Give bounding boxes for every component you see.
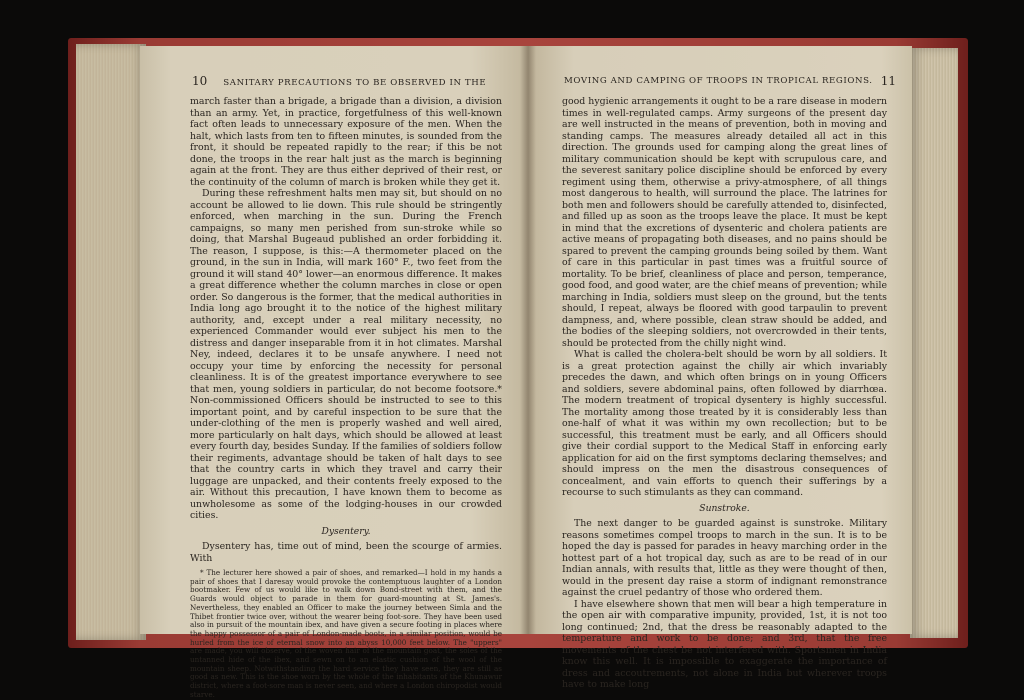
right-running-title: MOVING AND CAMPING OF TROOPS IN TROPICAL REGIONS. xyxy=(564,76,873,86)
left-page xyxy=(140,46,528,699)
footnote-text: * The lecturer here showed a pair of shoes, and remarked—I hold in my hands a pair of shoes that I daresay would provoke the contemptuous laughter of a London bootmaker. Few of us would like to walk down Bond-street with them, and the Guards would object to parade in them for guard-mounting at St. James's. Nevertheless, they enabled an Officer to make the journey between Simla and the Thibet frontier twice over, without the wearer being foot-sore. They have been used also in pursuit of the mountain ibex, and have given a secure footing in places where the happy possessor of a pair of London-made boots, in a similar position, would be hurled from the ice of eternal snow into an abyss 10,000 feet below. The "uppers" are made, you will observe, of the woven hair of the mountain goat, the soles of the untanned hide of the ibex, and sewn on to an elastic cushion of the wool of the mountain sheep. Notwithstanding the hard service they have seen, they are still as good as new. This is the shoe worn by the whole of the inhabitants of the Khunawur district, where a foot-sore man is never seen, and where a London chiropodist would starve. xyxy=(190,568,502,699)
right-page xyxy=(528,46,912,690)
paragraph: march faster than a brigade, a brigade than a division, a division than an army. Yet, in practice, forgetfulness of this well-known fact often leads to unnecessary exposure of the men. When the halt, which lasts from ten to fifteen minutes, is sounded from the front, it should be repeated rapidly to the rear; if this be not done, the troops in the rear halt just as the march is beginning again at the front. They are thus either deprived of their rest, or the continuity of the column of march is broken while they get it. xyxy=(190,96,502,188)
left-page-edges xyxy=(76,44,146,640)
right-running-head xyxy=(564,74,896,88)
left-running-title: SANITARY PRECAUTIONS TO BE OBSERVED IN THE xyxy=(223,78,487,88)
right-page-edges xyxy=(910,48,958,638)
left-running-head xyxy=(192,74,512,88)
right-page-number: 11 xyxy=(880,74,896,88)
left-page-number: 10 xyxy=(192,74,208,88)
right-body-text xyxy=(562,96,887,691)
paragraph: good hygienic arrangements it ought to be a rare disease in modern times in well-regulated camps. Army surgeons of the present day are well instructed in the means of prevention, both in moving and standing camps. The measures already detailed all act in this direction. The grounds used for camping along the great lines of military communication should be kept with scrupulous care, and the severest sanitary police discipline should be enforced by every regiment using them, otherwise a privy-atmosphere, of all things most dangerous to health, will surround the place. The latrines for both men and followers should be carefully attended to, disinfected, and filled up as soon as the troops leave the place. It must be kept in mind that the excretions of dysenteric and cholera patients are active means of propagating both diseases, and no pains should be spared to prevent the camping grounds being soiled by them. Want of care in this particular in past times was a fruitful source of mortality. To be brief, cleanliness of place and person, temperance, good food, and good water, are the chief means of prevention; while marching in India, soldiers must sleep on the ground, but the tents should, I repeat, always be floored with good tarpaulin to prevent dampness, and, where possible, clean straw should be added, and the bodies of the sleeping soldiers, not overcrowded in their tents, should be protected from the chilly night wind. xyxy=(562,96,887,349)
section-heading: Sunstroke. xyxy=(699,502,750,514)
footnote xyxy=(190,569,502,700)
section-heading: Dysentery. xyxy=(321,525,371,537)
paragraph: The next danger to be guarded against is sunstroke. Military reasons sometimes compel troops to march in the sun. It is to be hoped the day is passed for parades in heavy marching order in the hottest part of a hot tropical day, such as are to be read of in our Indian annals, with results that, little as they were thought of then, would in the present day raise a storm of indignant remonstrance against the cruel pedantry of those who ordered them. xyxy=(562,518,887,598)
paragraph: Dysentery has, time out of mind, been the scourge of armies. With xyxy=(190,541,502,564)
paragraph: I have elsewhere shown that men will bear a high temperature in the open air with comparative impunity, provided, 1st, it is not too long continued; 2nd, that the dress be reasonably adapted to the temperature and work to be done; and 3rd, that the free movements of the chest be not interfered with. Sportsmen in India know this well. It is impossible to exaggerate the importance of dress and accoutrements, not alone in India but wherever troops have to make long xyxy=(562,598,887,690)
left-body-text xyxy=(190,96,502,700)
paragraph: What is called the cholera-belt should be worn by all soldiers. It is a great protection against the chilly air which invariably precedes the dawn, and which often brings on in young Officers and soldiers, severe abdominal pains, often followed by diarrhœa. The modern treatment of tropical dysentery is highly successful. The mortality among those treated by it is considerably less than one-half of what it was within my own recollection; but to be successful, this treatment must be early, and all Officers should give their cordial support to the Medical Staff in enforcing early application for aid on the first symptoms declaring themselves; and should impress on the men the disastrous consequences of concealment, and vain efforts to quench their sufferings by a recourse to such stimulants as they can command. xyxy=(562,349,887,498)
paragraph: During these refreshment halts men may sit, but should on no account be allowed to lie down. This rule should be stringently enforced, when marching in the sun. During the French campaigns, so many men perished from sun-stroke while so doing, that Marshal Bugeaud published an order forbidding it. The reason, I suppose, is this:—A thermometer placed on the ground, in the sun in India, will mark 160° F., two feet from the ground it will stand 40° lower—an enormous difference. It makes a great difference whether the column marches in close or open order. So dangerous is the former, that the medical authorities in India long ago brought it to the notice of the highest military authority, and, except under a real military necessity, no experienced Commander would ever subject his men to the distress and danger inseparable from it in hot climates. Marshal Ney, indeed, declares it to be unsafe anywhere. I need not occupy your time by enforcing the necessity for personal cleanliness. It is of the greatest importance everywhere to see that men, young soldiers in particular, do not become footsore.* Non-commissioned Officers should be instructed to see to this important point, and by careful inspection to be sure that the under-clothing of the men is properly washed and well aired, more particularly on halt days, which should be allowed at least every fourth day, besides Sunday. If the families of soldiers follow their regiments, advantage should be taken of halt days to see that the country carts in which they travel and carry their luggage are unpacked, and their contents freely exposed to the air. Without this precaution, I have known them to become as unwholesome as some of the lodging-houses in our crowded cities. xyxy=(190,188,502,521)
